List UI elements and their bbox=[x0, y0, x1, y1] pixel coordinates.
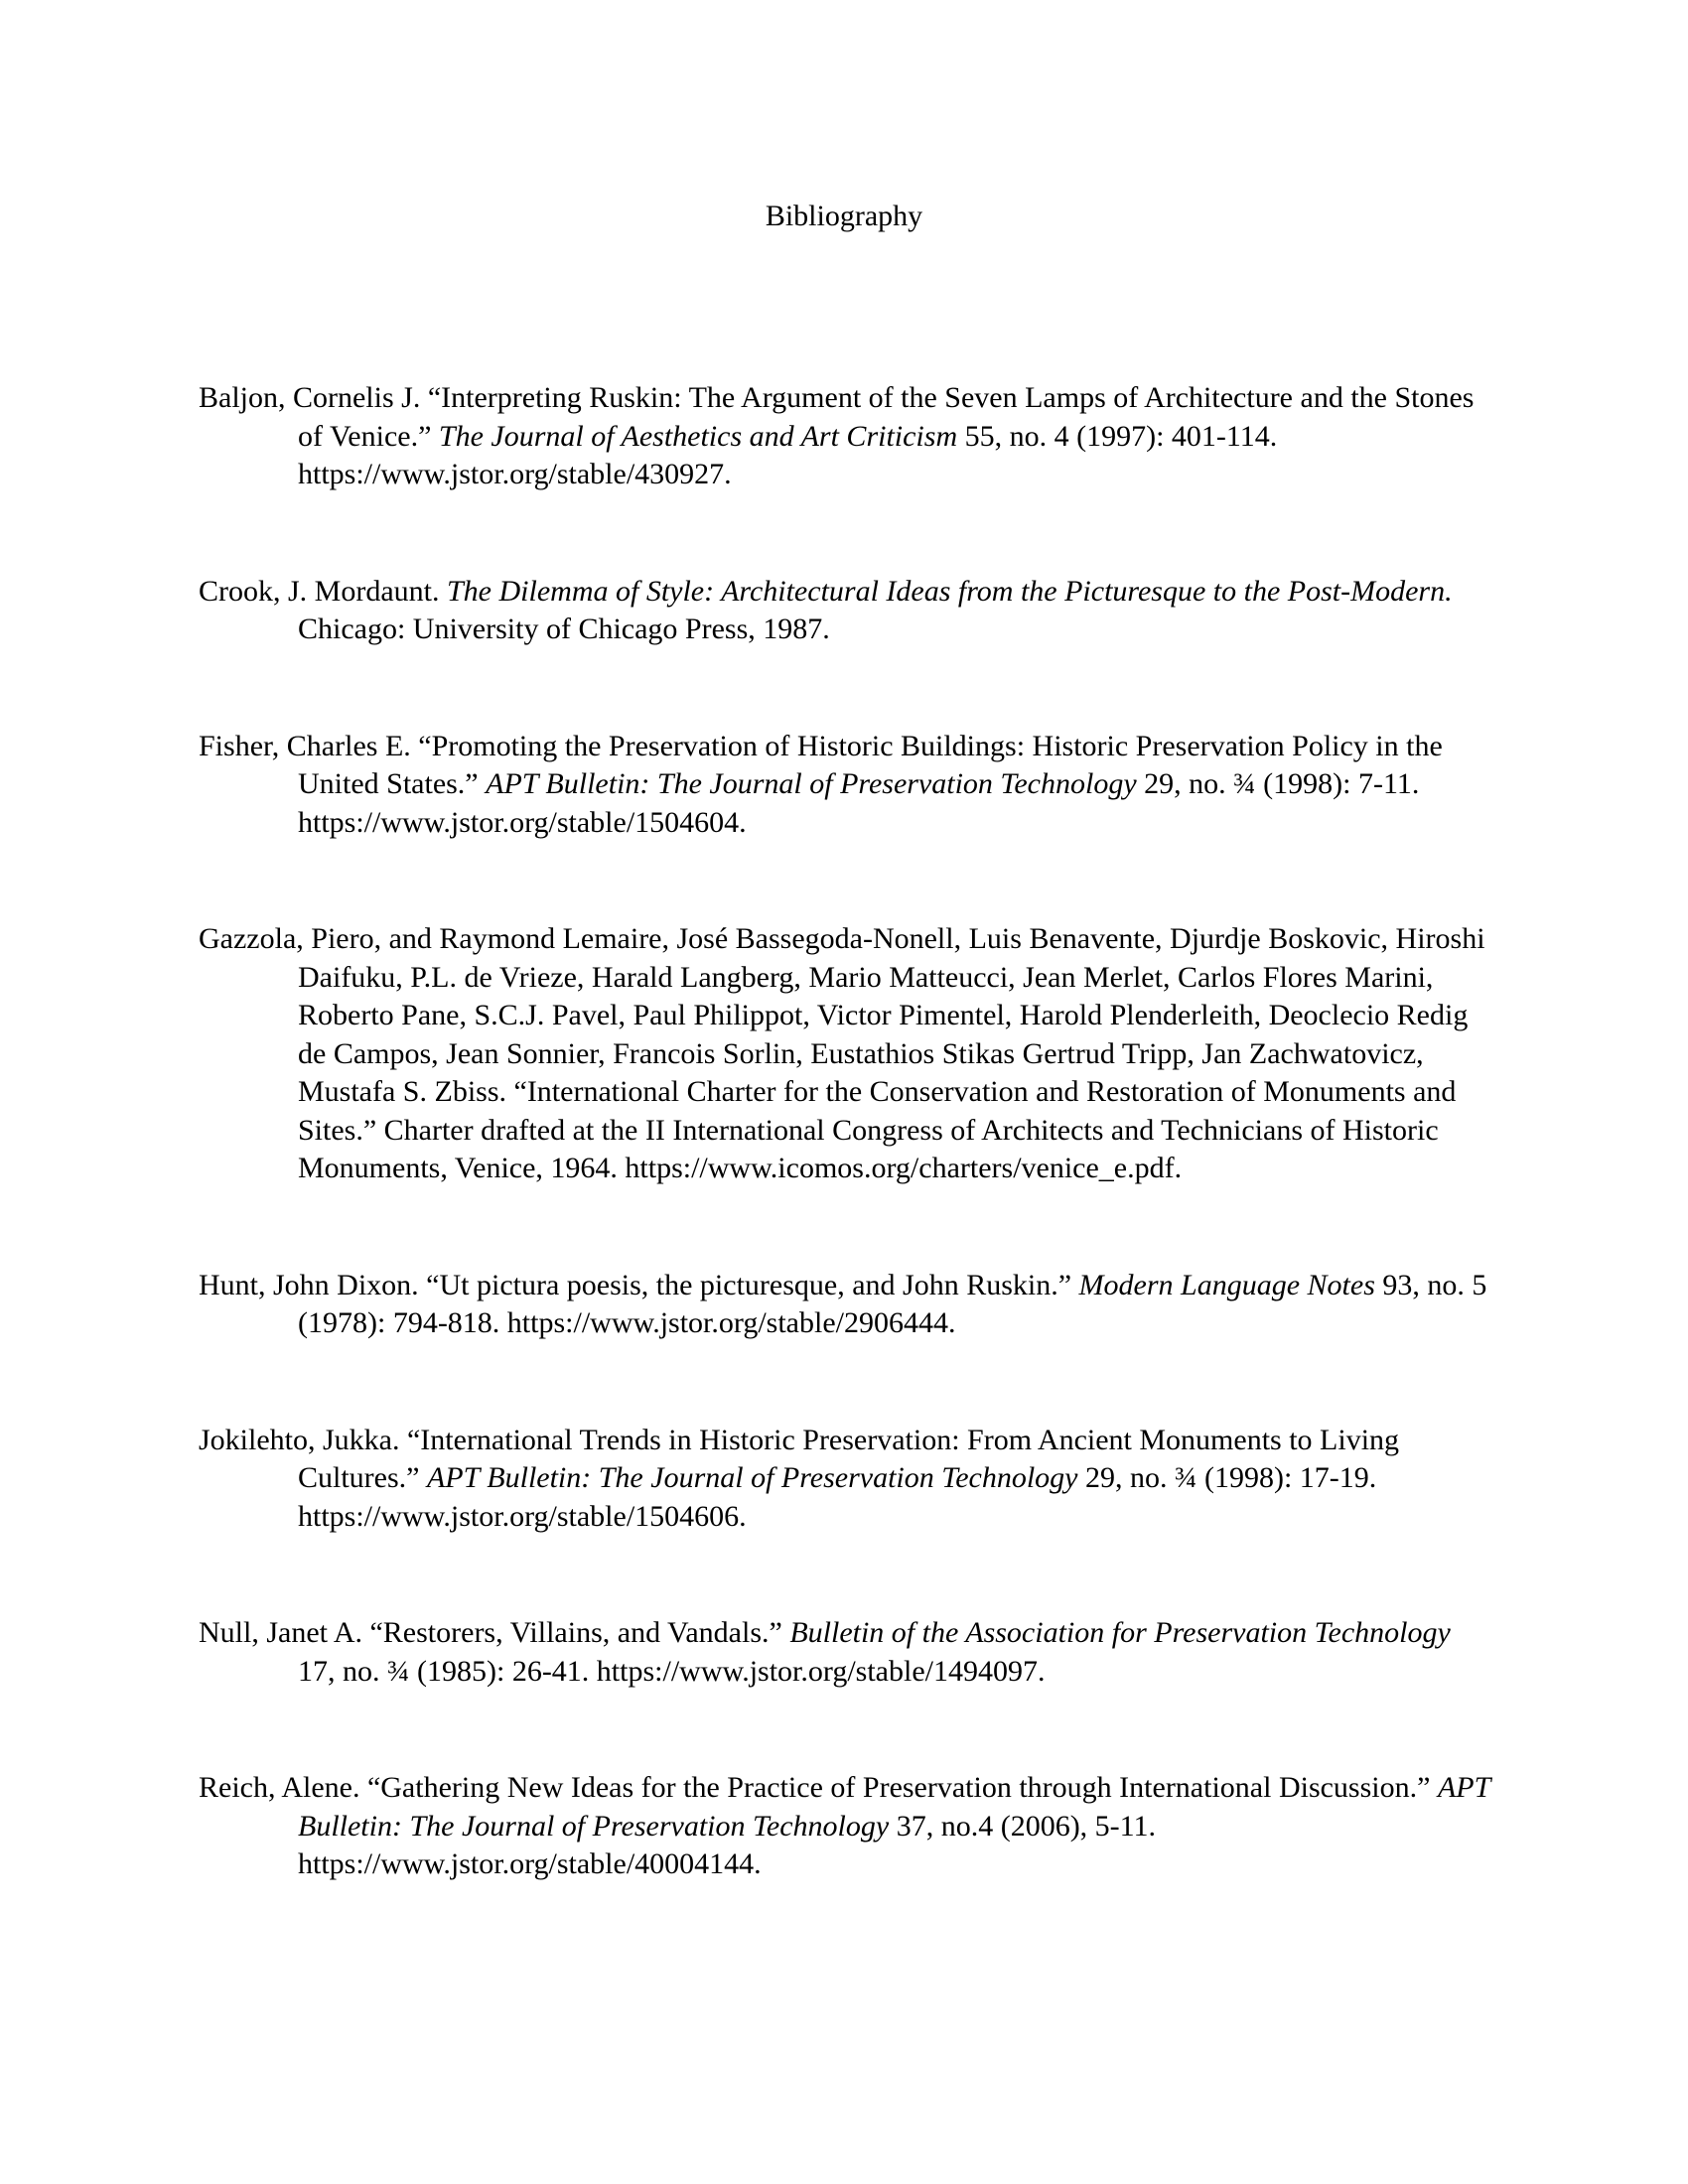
bibliography-list bbox=[199, 379, 1494, 1963]
entry-details: 29, no. ¾ (1998): 17-19. https://www.jstor.org/stable/1504606. bbox=[298, 1461, 1377, 1533]
entry-source-title: The Dilemma of Style: Architectural Ideas from the Picturesque to the Post-Modern. bbox=[447, 574, 1453, 608]
page-title: Bibliography bbox=[765, 200, 923, 232]
bibliography-entry bbox=[199, 1267, 1494, 1343]
bibliography-entry bbox=[199, 728, 1494, 843]
bibliography-entry bbox=[199, 379, 1494, 494]
entry-source-title: APT Bulletin: The Journal of Preservation Technology bbox=[298, 1771, 1490, 1843]
entry-details: 93, no. 5 (1978): 794-818. https://www.jstor.org/stable/2906444. bbox=[298, 1268, 1487, 1339]
bibliography-entry bbox=[199, 573, 1494, 649]
entry-text: Jokilehto, Jukka. “International Trends in Historic Preservation: From Ancient Monuments to Living Cultures.” bbox=[199, 1423, 1400, 1494]
entry-text: Baljon, Cornelis J. “Interpreting Ruskin: The Argument of the Seven Lamps of Architecture and the Stones of Venice.” bbox=[199, 381, 1475, 453]
entry-text: Hunt, John Dixon. “Ut pictura poesis, the picturesque, and John Ruskin.” bbox=[199, 1268, 1079, 1301]
entry-details: 55, no. 4 (1997): 401-114. https://www.jstor.org/stable/430927. bbox=[298, 419, 1278, 490]
bibliography-entry bbox=[199, 1614, 1494, 1691]
bibliography-entry bbox=[199, 920, 1494, 1188]
entry-details: 37, no.4 (2006), 5-11. https://www.jstor.org/stable/40004144. bbox=[298, 1809, 1157, 1880]
entry-details: Chicago: University of Chicago Press, 1987. bbox=[298, 613, 830, 645]
entry-text: Reich, Alene. “Gathering New Ideas for the Practice of Preservation through International Discussion.” bbox=[199, 1771, 1438, 1804]
entry-text: Gazzola, Piero, and Raymond Lemaire, José Bassegoda-Nonell, Luis Benavente, Djurdje Boskovic, Hiroshi Daifuku, P.L. de Vrieze, Harald Langberg, Mario Matteucci, Jean Merlet, Carlos Flores Marini, Roberto Pane, S.C.J. Pavel, Paul Philippot, Victor Pimentel, Harold Plenderleith, Deoclecio Redig de Campos, Jean Sonnier, Francois Sorlin, Eustathios Stikas Gertrud Tripp, Jan Zachwatovicz, Mustafa S. Zbiss. “International Charter for the Conservation and Restoration of Monuments and Sites.” Charter drafted at the II International Congress of Architects and Technicians of Historic Monuments, Venice, 1964. https://www.icomos.org/charters/venice_e.pdf. bbox=[199, 922, 1485, 1184]
bibliography-entry bbox=[199, 1769, 1494, 1884]
entry-source-title: Bulletin of the Association for Preservation Technology bbox=[789, 1616, 1451, 1649]
entry-details: 17, no. ¾ (1985): 26-41. https://www.jstor.org/stable/1494097. bbox=[298, 1654, 1046, 1688]
entry-text: Crook, J. Mordaunt. bbox=[199, 574, 447, 608]
bibliography-entry bbox=[199, 1422, 1494, 1537]
entry-details: 29, no. ¾ (1998): 7-11. https://www.jstor.org/stable/1504604. bbox=[298, 767, 1420, 839]
entry-source-title: The Journal of Aesthetics and Art Criticism bbox=[438, 419, 958, 453]
entry-source-title: Modern Language Notes bbox=[1078, 1268, 1375, 1301]
entry-source-title: APT Bulletin: The Journal of Preservation Technology bbox=[426, 1461, 1078, 1494]
entry-text: Fisher, Charles E. “Promoting the Preservation of Historic Buildings: Historic Preservation Policy in the United States.” bbox=[199, 729, 1443, 800]
entry-text: Null, Janet A. “Restorers, Villains, and Vandals.” bbox=[199, 1616, 790, 1649]
entry-source-title: APT Bulletin: The Journal of Preservation Technology bbox=[486, 767, 1137, 800]
